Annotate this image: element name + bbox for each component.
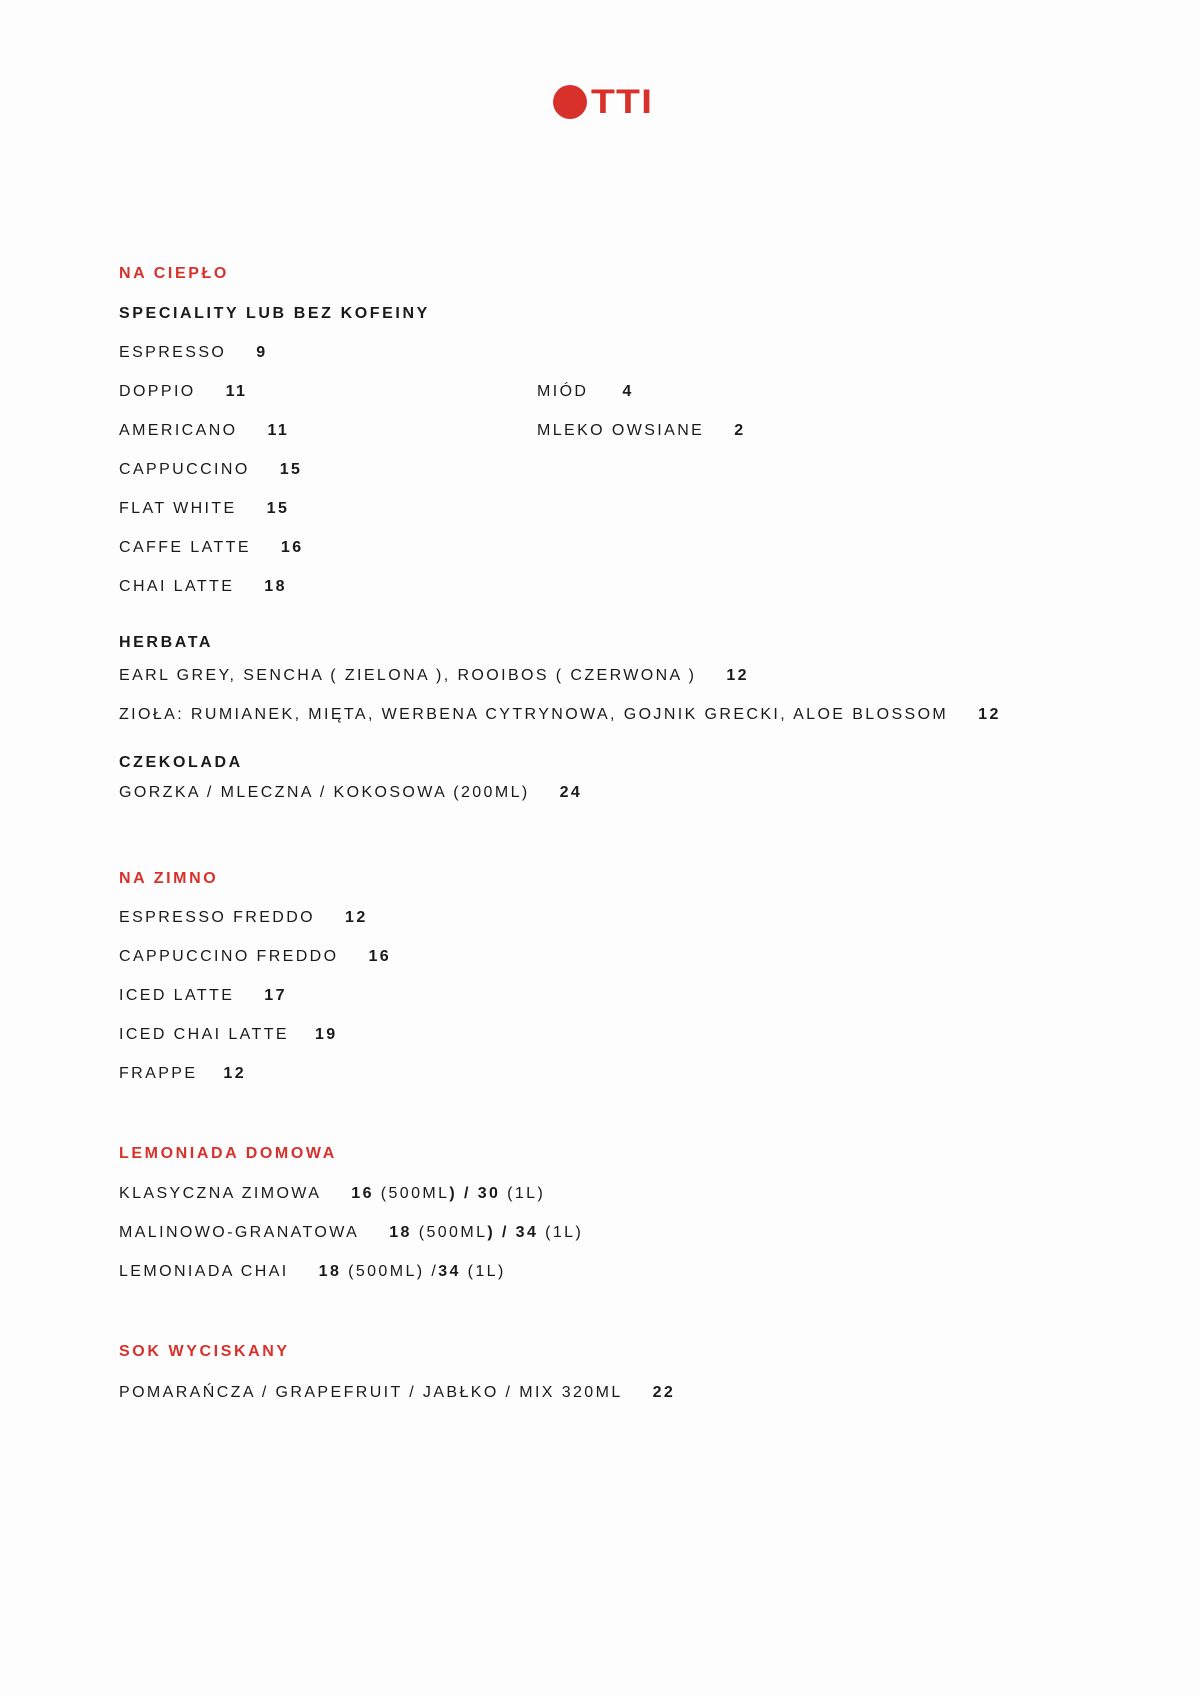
item-price: 18: [318, 1263, 342, 1280]
item-price: 34: [438, 1263, 461, 1280]
item-name: ESPRESSO: [119, 344, 227, 361]
menu-item: [119, 1383, 675, 1403]
menu-item: [119, 1223, 583, 1243]
menu-item: [119, 986, 287, 1006]
item-unit: (1L): [467, 1263, 506, 1280]
menu-item: [119, 666, 749, 686]
item-price: 11: [267, 422, 290, 439]
menu-item: [119, 1184, 545, 1204]
menu-item: [119, 1064, 246, 1084]
menu-item: [119, 499, 289, 519]
extra-name: MIÓD: [537, 383, 589, 400]
item-price: 24: [559, 784, 583, 801]
section-title-cold: NA ZIMNO: [119, 870, 219, 887]
extra-item: [537, 421, 746, 441]
item-separator: ) /: [487, 1224, 509, 1241]
menu-item: [119, 382, 247, 402]
item-name: KLASYCZNA ZIMOWA: [119, 1185, 322, 1202]
menu-item: [119, 421, 289, 441]
item-price: 12: [223, 1065, 247, 1082]
subtitle-speciality: SPECIALITY LUB BEZ KOFEINY: [119, 305, 430, 322]
section-title-hot: NA CIEPŁO: [119, 265, 229, 282]
item-price: 34: [515, 1224, 539, 1241]
item-price: 11: [225, 383, 248, 400]
menu-item: [119, 577, 287, 597]
item-name: CAPPUCCINO FREDDO: [119, 948, 339, 965]
item-price: 12: [345, 909, 368, 926]
item-unit: (1L): [507, 1185, 546, 1202]
extra-price: 4: [622, 383, 634, 400]
extra-name: MLEKO OWSIANE: [537, 422, 705, 439]
subtitle-tea: HERBATA: [119, 634, 214, 651]
item-price: 18: [389, 1224, 412, 1241]
item-name: FRAPPE: [119, 1065, 198, 1082]
item-unit: (500ML) /: [348, 1263, 439, 1280]
menu-item: [119, 947, 391, 967]
item-price: 12: [726, 667, 749, 684]
item-price: 17: [264, 987, 287, 1004]
item-price: 22: [652, 1384, 676, 1401]
subtitle-chocolate: CZEKOLADA: [119, 754, 243, 771]
menu-item: [119, 705, 1001, 725]
menu-item: [119, 1262, 506, 1282]
item-price: 30: [477, 1185, 501, 1202]
item-price: 16: [280, 539, 304, 556]
menu-item: [119, 460, 302, 480]
item-price: 15: [279, 461, 303, 478]
section-title-juice: SOK WYCISKANY: [119, 1343, 290, 1360]
item-name: AMERICANO: [119, 422, 238, 439]
item-separator: ) /: [449, 1185, 471, 1202]
item-price: 16: [368, 948, 392, 965]
item-price: 9: [256, 344, 268, 361]
item-price: 12: [978, 706, 1001, 723]
item-price: 15: [266, 500, 290, 517]
menu-item: [119, 343, 268, 363]
item-name: FLAT WHITE: [119, 500, 237, 517]
item-unit: (500ML: [380, 1185, 450, 1202]
menu-item: [119, 1025, 338, 1045]
logo-text: TTI: [591, 83, 654, 121]
menu-item: [119, 783, 582, 803]
item-name: EARL GREY, SENCHA ( ZIELONA ), ROOIBOS ( CZERWONA ): [119, 667, 697, 684]
item-name: CHAI LATTE: [119, 578, 235, 595]
brand-logo: [553, 83, 654, 121]
item-name: ICED CHAI LATTE: [119, 1026, 289, 1043]
item-price: 16: [351, 1185, 374, 1202]
item-name: DOPPIO: [119, 383, 196, 400]
item-name: GORZKA / MLECZNA / KOKOSOWA (200ML): [119, 784, 530, 801]
item-price: 19: [314, 1026, 338, 1043]
item-unit: (500ML: [418, 1224, 488, 1241]
menu-item: [119, 538, 304, 558]
logo-dot-icon: [553, 85, 587, 119]
item-name: ZIOŁA: RUMIANEK, MIĘTA, WERBENA CYTRYNOWA, GOJNIK GRECKI, ALOE BLOSSOM: [119, 706, 949, 723]
item-name: ESPRESSO FREDDO: [119, 909, 316, 926]
item-unit: (1L): [545, 1224, 584, 1241]
item-name: ICED LATTE: [119, 987, 235, 1004]
item-name: CAFFE LATTE: [119, 539, 251, 556]
menu-item: [119, 908, 368, 928]
extra-price: 2: [734, 422, 746, 439]
item-name: LEMONIADA CHAI: [119, 1263, 289, 1280]
extra-item: [537, 382, 634, 402]
item-name: POMARAŃCZA / GRAPEFRUIT / JABŁKO / MIX 320ML: [119, 1384, 623, 1401]
section-title-lemonade: LEMONIADA DOMOWA: [119, 1145, 337, 1162]
item-name: MALINOWO-GRANATOWA: [119, 1224, 360, 1241]
item-name: CAPPUCCINO: [119, 461, 250, 478]
item-price: 18: [264, 578, 287, 595]
